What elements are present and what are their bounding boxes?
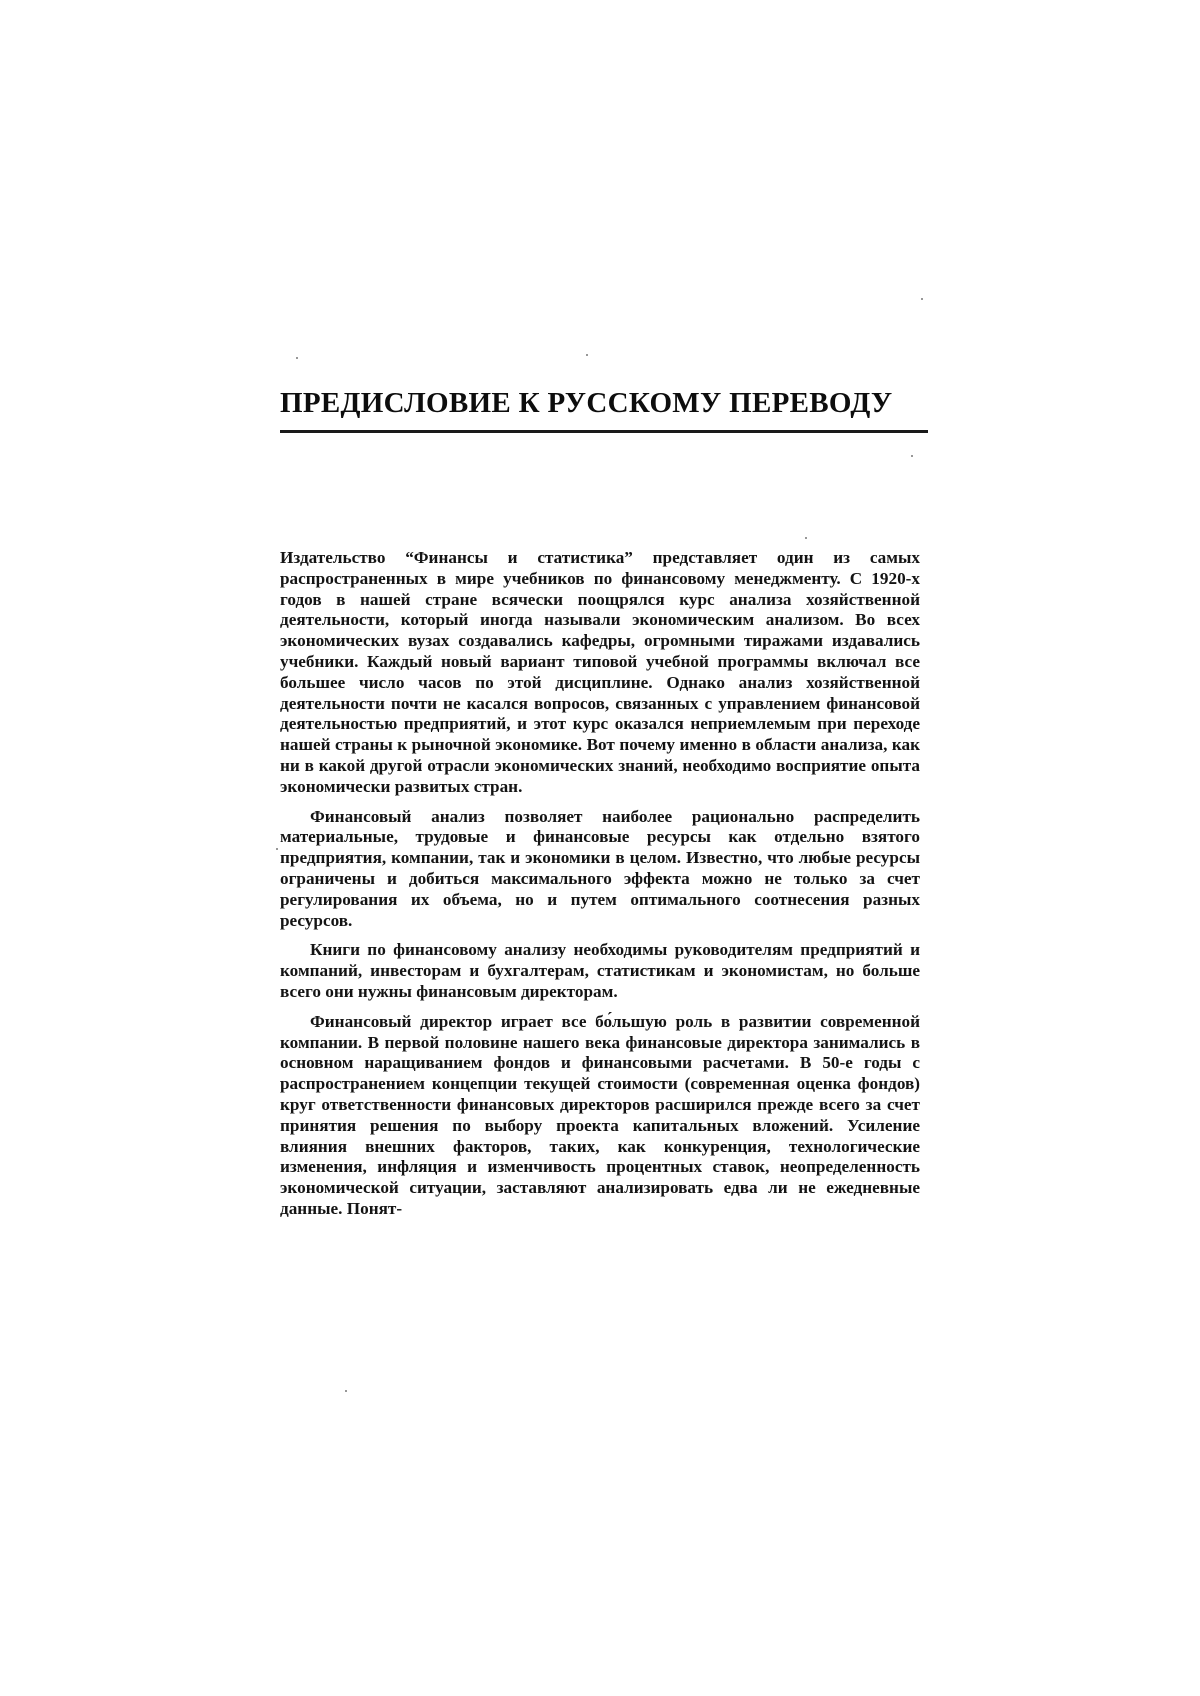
body-text (280, 548, 920, 1229)
scan-speck (586, 354, 588, 356)
paragraph-4: Финансовый директор играет все бо́льшую роль в развитии современной компании. В первой половине нашего века финансовые директора занимались в основном наращиванием фондов и финансовыми расчетами. В 50-е годы с распространением концепции текущей стоимости (современная оценка фондов) круг ответственности финансовых директоров расширился прежде всего за счет принятия решения по выбору проекта капитальных вложений. Усиление влияния внешних факторов, таких, как конкуренция, технологические изменения, инфляция и изменчивость процентных ставок, неопределенность экономической ситуации, заставляют анализировать едва ли не ежедневные данные. Понят- (280, 1011, 920, 1218)
scan-speck (345, 1390, 347, 1392)
scan-speck (296, 357, 298, 359)
paragraph-1: Издательство “Финансы и статистика” представляет один из самых распространенных в мире учебников по финансовому менеджменту. С 1920-х годов в нашей стране всячески поощрялся курс анализа хозяйственной деятельности, который иногда называли экономическим анализом. Во всех экономических вузах создавались кафедры, огромными тиражами издавались учебники. Каждый новый вариант типовой учебной программы включал все большее число часов по этой дисциплине. Однако анализ хозяйственной деятельности почти не касался вопросов, связанных с управлением финансовой деятельностью предприятий, и этот курс оказался неприемлемым при переходе нашей страны к рыночной экономике. Вот почему именно в области анализа, как ни в какой другой отрасли экономических знаний, необходимо восприятие опыта экономически развитых стран. (280, 548, 920, 796)
scan-speck (911, 455, 913, 457)
scan-speck (921, 298, 923, 300)
page-heading: ПРЕДИСЛОВИЕ К РУССКОМУ ПЕРЕВОДУ (280, 387, 893, 419)
scan-speck (276, 848, 278, 850)
heading-underline-rule (280, 430, 928, 433)
scan-speck (805, 537, 807, 539)
paragraph-2: Финансовый анализ позволяет наиболее рационально распределить материальные, трудовые и финансовые ресурсы как отдельно взятого предприятия, компании, так и экономики в целом. Известно, что любые ресурсы ограничены и добиться максимального эффекта можно не только за счет регулирования их объема, но и путем оптимального соотнесения разных ресурсов. (280, 806, 920, 930)
paragraph-3: Книги по финансовому анализу необходимы руководителям предприятий и компаний, инвесторам и бухгалтерам, статистикам и экономистам, но больше всего они нужны финансовым директорам. (280, 940, 920, 1001)
